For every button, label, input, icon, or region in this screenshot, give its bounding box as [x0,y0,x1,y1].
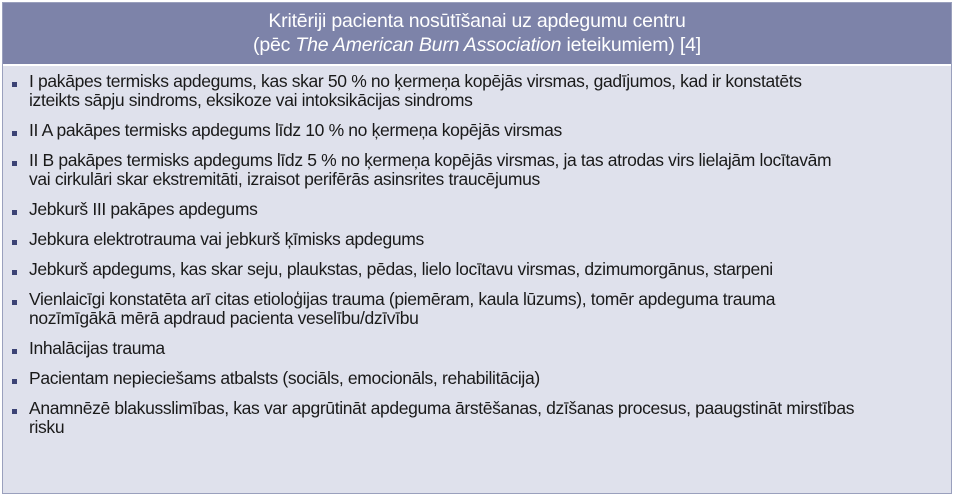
square-bullet-icon [12,161,17,166]
criteria-list [3,66,951,437]
source-name: The American Burn Association [295,34,562,56]
criteria-table [2,2,952,494]
square-bullet-icon [12,210,17,215]
square-bullet-icon [12,409,17,414]
square-bullet-icon [12,240,17,245]
list-item: I pakāpes termisks apdegums, kas skar 50 % no ķermeņa kopējās virsmas, gadījumos, kad ir konstatēts izteikts sāpju sindroms, eksikoze vai intoksikācijas sindroms [3,72,951,110]
table-subtitle: (pēc The American Burn Association ieteikumiem) [4] [253,34,701,56]
list-item: Anamnēzē blakusslimības, kas var apgrūtināt apdeguma ārstēšanas, dzīšanas procesus, paaugstināt mirstības risku [3,399,951,437]
square-bullet-icon [12,82,17,87]
list-item: Jebkurš III pakāpes apdegums [3,200,951,219]
table-title: Kritēriji pacienta nosūtīšanai uz apdegumu centru [268,10,686,32]
list-item: II B pakāpes termisks apdegums līdz 5 % no ķermeņa kopējās virsmas, ja tas atrodas virs lielajām locītavām vai cirkulāri skar ekstremitāti, izraisot perifērās asinsrites traucējumus [3,151,951,189]
square-bullet-icon [12,270,17,275]
list-item: Jebkura elektrotrauma vai jebkurš ķīmisks apdegums [3,230,951,249]
list-item: Inhalācijas trauma [3,339,951,358]
square-bullet-icon [12,300,17,305]
square-bullet-icon [12,349,17,354]
list-item: II A pakāpes termisks apdegums līdz 10 % no ķermeņa kopējās virsmas [3,121,951,140]
list-item: Vienlaicīgi konstatēta arī citas etioloģijas trauma (piemēram, kaula lūzums), tomēr apdeguma trauma nozīmīgākā mērā apdraud pacienta veselību/dzīvību [3,290,951,328]
list-item: Pacientam nepieciešams atbalsts (sociāls, emocionāls, rehabilitācija) [3,369,951,388]
square-bullet-icon [12,131,17,136]
table-header [3,3,951,66]
list-item: Jebkurš apdegums, kas skar seju, plaukstas, pēdas, lielo locītavu virsmas, dzimumorgānus, starpeni [3,260,951,279]
square-bullet-icon [12,379,17,384]
